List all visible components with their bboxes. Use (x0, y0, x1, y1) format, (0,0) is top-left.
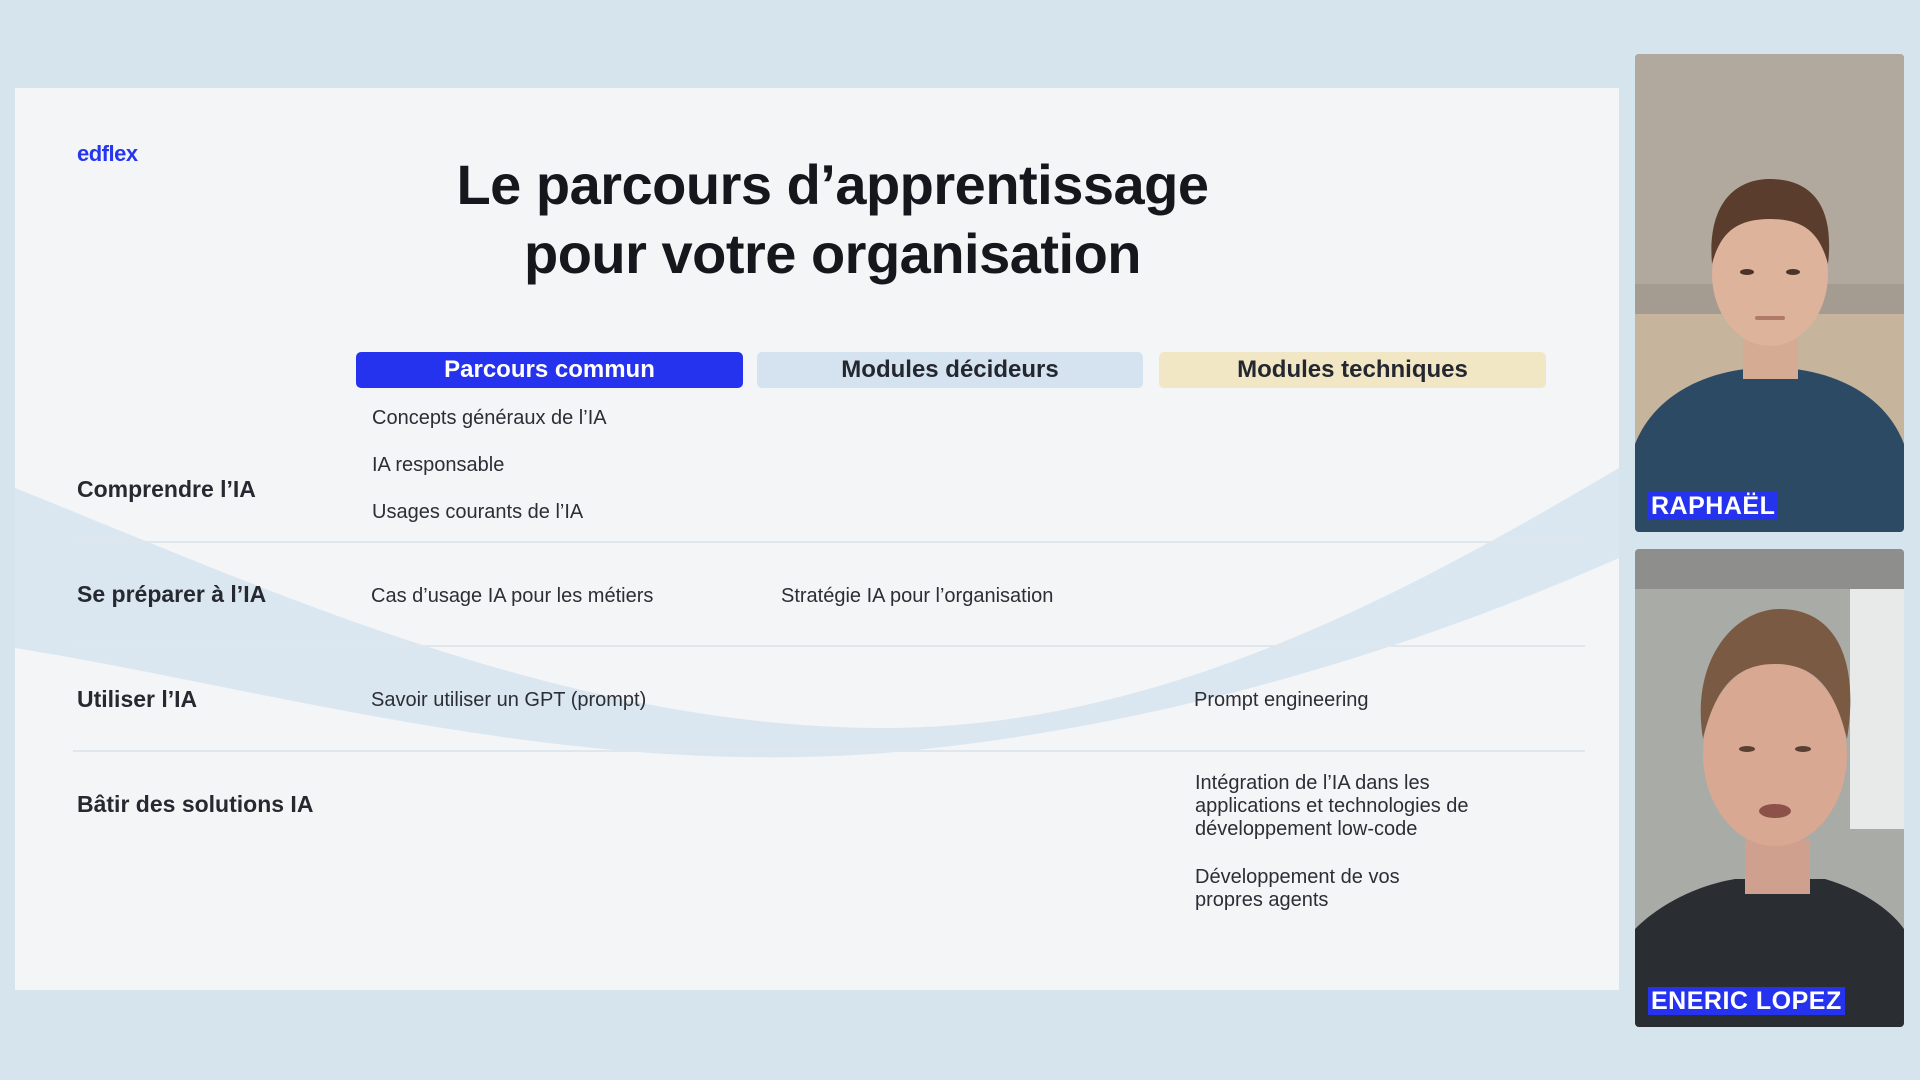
slide-title-line-2: pour votre organisation (524, 222, 1141, 285)
participant-video-eneric-lopez[interactable] (1635, 549, 1904, 1027)
slide-title (315, 150, 1350, 288)
cell-utiliser-techniques-1: Prompt engineering (1194, 689, 1369, 711)
cell-preparer-commun-1: Cas d’usage IA pour les métiers (371, 585, 654, 607)
row-label-comprendre: Comprendre l’IA (77, 476, 256, 502)
slide-title-line-1: Le parcours d’apprentissage (456, 153, 1209, 216)
row-label-se-preparer: Se préparer à l’IA (77, 581, 267, 607)
column-header-modules-decideurs: Modules décideurs (757, 352, 1143, 388)
cell-utiliser-commun-1: Savoir utiliser un GPT (prompt) (371, 689, 647, 711)
row-divider (73, 750, 1585, 752)
participant-name-tag: RAPHAËL (1648, 492, 1778, 520)
row-divider (73, 645, 1585, 647)
participant-video-feed (1635, 549, 1904, 1027)
cell-comprendre-commun-1: Concepts généraux de l’IA (372, 407, 607, 429)
column-header-parcours-commun: Parcours commun (356, 352, 743, 388)
cell-comprendre-commun-2: IA responsable (372, 454, 505, 476)
presentation-slide (15, 88, 1619, 990)
participant-video-raphael[interactable] (1635, 54, 1904, 532)
cell-batir-techniques-2: Développement de vos propres agents (1195, 866, 1400, 911)
row-label-batir: Bâtir des solutions IA (77, 791, 314, 817)
row-label-utiliser: Utiliser l’IA (77, 686, 198, 712)
participant-name-tag: ENERIC LOPEZ (1648, 987, 1845, 1015)
column-header-modules-techniques: Modules techniques (1159, 352, 1546, 388)
row-divider (73, 541, 1585, 543)
cell-comprendre-commun-3: Usages courants de l’IA (372, 501, 584, 523)
edflex-logo: edflex (77, 141, 138, 166)
participant-video-feed (1635, 54, 1904, 532)
cell-preparer-decideurs-1: Stratégie IA pour l’organisation (781, 585, 1054, 607)
cell-batir-techniques-1: Intégration de l’IA dans les applications et technologies de développement low-code (1195, 772, 1469, 840)
